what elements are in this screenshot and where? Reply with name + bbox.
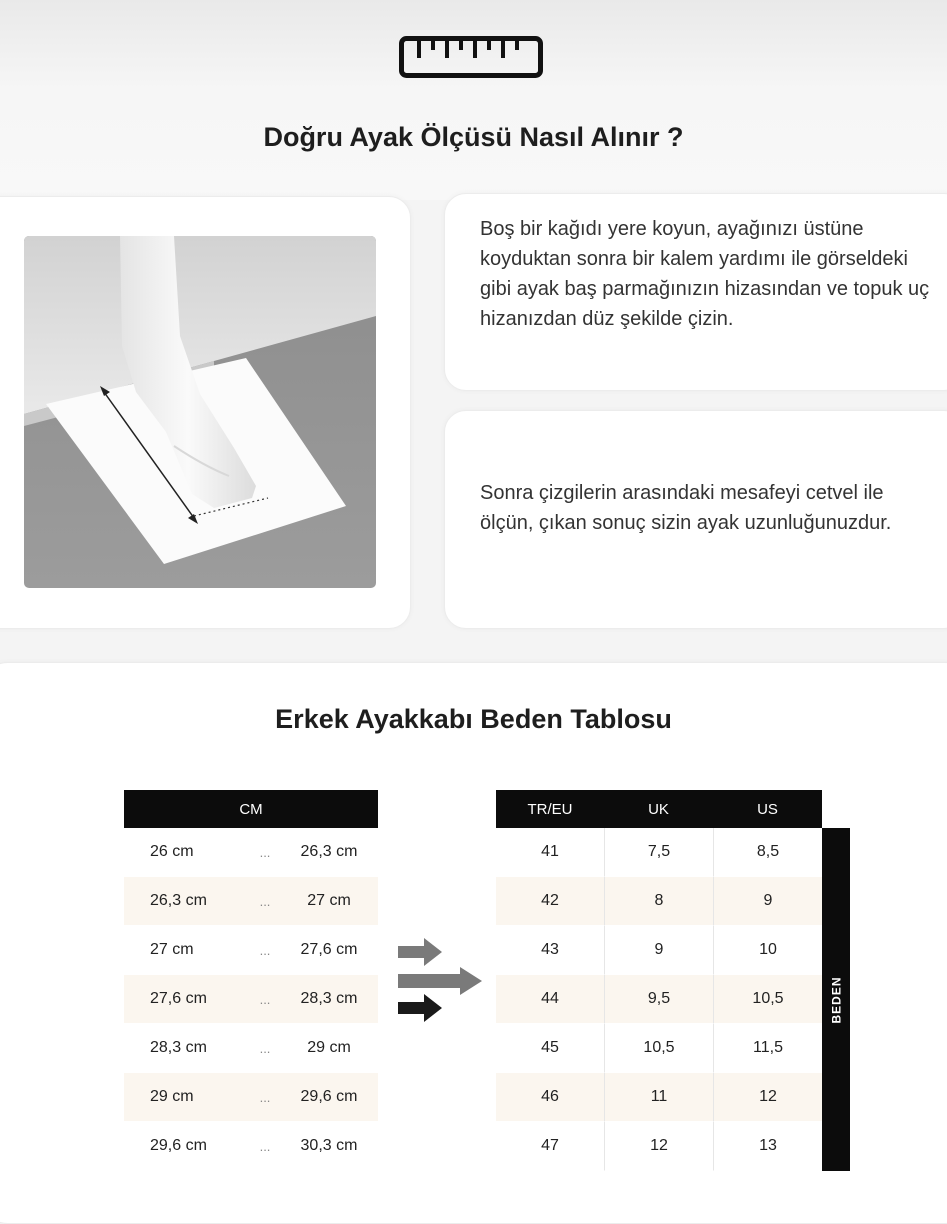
size-tr-eu: 46	[496, 1073, 604, 1122]
beden-label: BEDEN	[829, 975, 844, 1024]
table-row	[496, 1073, 822, 1122]
table-row	[124, 1024, 378, 1073]
size-uk: 9,5	[604, 975, 713, 1024]
cm-to: 30,3 cm	[280, 1122, 378, 1171]
cm-to: 26,3 cm	[280, 828, 378, 877]
size-us: 13	[713, 1122, 822, 1171]
size-us: 10	[713, 926, 822, 975]
header-background	[0, 0, 947, 200]
cm-from: 28,3 cm	[124, 1024, 250, 1073]
size-table	[496, 790, 822, 1171]
table-row	[124, 926, 378, 975]
size-us: 8,5	[713, 828, 822, 877]
size-uk: 9	[604, 926, 713, 975]
size-us: 9	[713, 877, 822, 926]
size-uk: 12	[604, 1122, 713, 1171]
beden-side-bar	[822, 828, 850, 1171]
arrow-right-icon	[398, 938, 482, 1024]
table-row	[496, 877, 822, 926]
cm-from: 29 cm	[124, 1073, 250, 1122]
cm-range-separator: ...	[250, 975, 280, 1024]
cm-table	[124, 790, 378, 1171]
size-tr-eu: 44	[496, 975, 604, 1024]
table-row	[124, 828, 378, 877]
table-row	[124, 1073, 378, 1122]
size-uk: 8	[604, 877, 713, 926]
cm-range-separator: ...	[250, 1073, 280, 1122]
cm-to: 27,6 cm	[280, 926, 378, 975]
size-us: 11,5	[713, 1024, 822, 1073]
size-tr-eu: 42	[496, 877, 604, 926]
cm-range-separator: ...	[250, 828, 280, 877]
cm-from: 29,6 cm	[124, 1122, 250, 1171]
cm-to: 29,6 cm	[280, 1073, 378, 1122]
cm-to: 29 cm	[280, 1024, 378, 1073]
col-us: US	[713, 790, 822, 828]
size-tr-eu: 45	[496, 1024, 604, 1073]
size-uk: 10,5	[604, 1024, 713, 1073]
cm-range-separator: ...	[250, 1122, 280, 1171]
table-row	[496, 926, 822, 975]
size-us: 10,5	[713, 975, 822, 1024]
cm-range-separator: ...	[250, 926, 280, 975]
cm-from: 27,6 cm	[124, 975, 250, 1024]
table-row	[496, 828, 822, 877]
table-row	[124, 1122, 378, 1171]
cm-header: CM	[124, 790, 378, 828]
foot-measurement-photo	[24, 236, 376, 588]
cm-range-separator: ...	[250, 877, 280, 926]
size-us: 12	[713, 1073, 822, 1122]
page-title: Doğru Ayak Ölçüsü Nasıl Alınır ?	[263, 122, 684, 152]
cm-from: 26,3 cm	[124, 877, 250, 926]
size-tr-eu: 47	[496, 1122, 604, 1171]
cm-to: 27 cm	[280, 877, 378, 926]
ruler-icon	[399, 36, 543, 78]
table-row	[496, 975, 822, 1024]
step-2-text: Sonra çizgilerin arasındaki mesafeyi cetvel ile ölçün, çıkan sonuç sizin ayak uzunluğunuzdur.	[480, 482, 892, 534]
col-tr-eu: TR/EU	[496, 790, 604, 828]
cm-to: 28,3 cm	[280, 975, 378, 1024]
size-tr-eu: 41	[496, 828, 604, 877]
cm-from: 26 cm	[124, 828, 250, 877]
table-row	[124, 877, 378, 926]
table-row	[124, 975, 378, 1024]
cm-from: 27 cm	[124, 926, 250, 975]
cm-range-separator: ...	[250, 1024, 280, 1073]
table-row	[496, 1024, 822, 1073]
col-uk: UK	[604, 790, 713, 828]
size-tr-eu: 43	[496, 926, 604, 975]
table-row	[496, 1122, 822, 1171]
step-1-text: Boş bir kağıdı yere koyun, ayağınızı üstüne koyduktan sonra bir kalem yardımı ile görseldeki gibi ayak baş parmağınızın hizasından ve topuk uç hizanızdan düz şekilde çizin.	[480, 218, 930, 330]
size-uk: 7,5	[604, 828, 713, 877]
size-uk: 11	[604, 1073, 713, 1122]
size-chart-title: Erkek Ayakkabı Beden Tablosu	[275, 704, 672, 734]
